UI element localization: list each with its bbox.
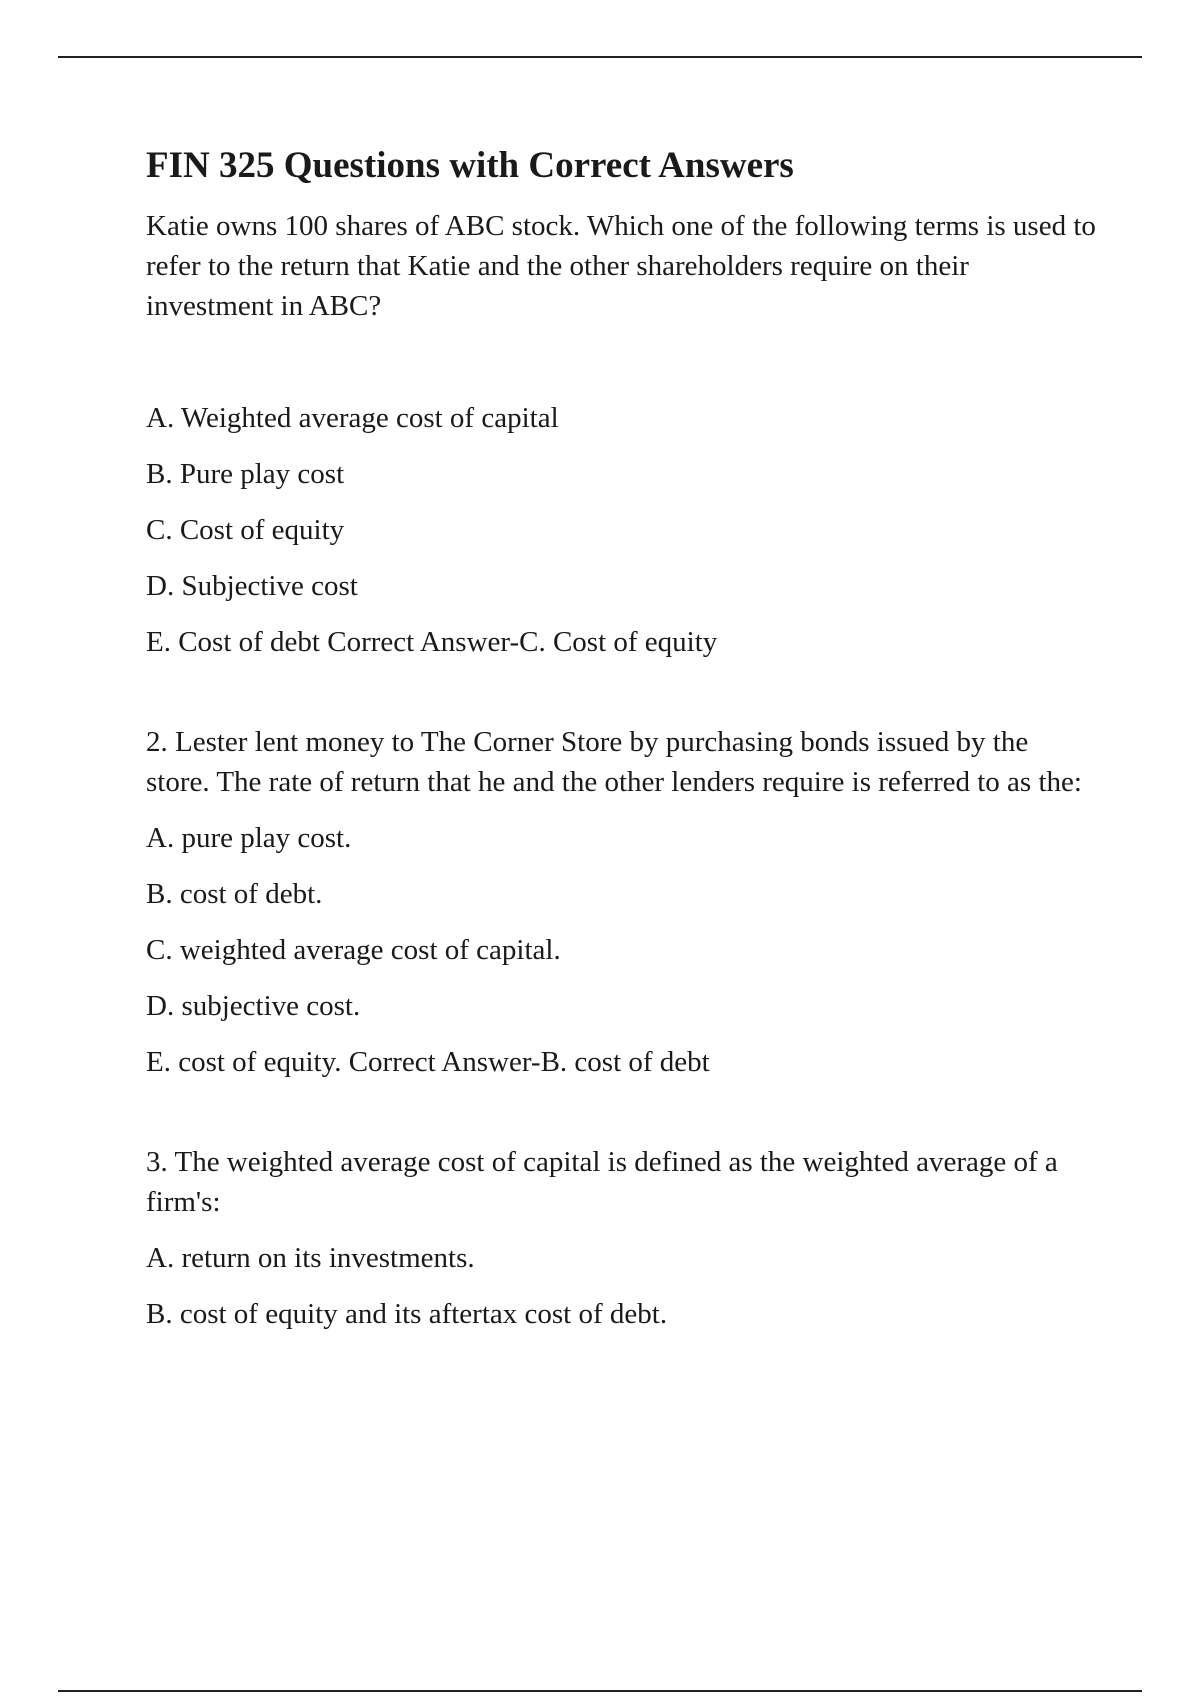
answer-option-d: D. subjective cost.	[146, 990, 361, 1023]
question-1	[146, 206, 1096, 662]
answer-options	[146, 398, 1096, 662]
answer-option-a: A. return on its investments.	[146, 1242, 475, 1275]
answer-option-a: A. Weighted average cost of capital	[146, 402, 559, 435]
answer-options	[146, 818, 1096, 1082]
question-stem: 2. Lester lent money to The Corner Store by purchasing bonds issued by the store. The rate of return that he and the other lenders require is referred to as the:	[146, 726, 1082, 799]
answer-options	[146, 1238, 1096, 1334]
answer-option-a: A. pure play cost.	[146, 822, 352, 855]
question-stem: 3. The weighted average cost of capital is defined as the weighted average of a firm's:	[146, 1146, 1058, 1219]
answer-option-c: C. weighted average cost of capital.	[146, 934, 561, 967]
question-3	[146, 1142, 1096, 1334]
question-stem: Katie owns 100 shares of ABC stock. Which one of the following terms is used to refer to the return that Katie and the other shareholders require on their investment in ABC?	[146, 210, 1096, 323]
header-rule	[58, 56, 1142, 58]
question-2	[146, 722, 1096, 1082]
answer-option-c: C. Cost of equity	[146, 514, 345, 547]
footer-rule	[58, 1690, 1142, 1692]
answer-option-e: E. cost of equity. Correct Answer-B. cost of debt	[146, 1046, 710, 1079]
answer-option-b: B. cost of equity and its aftertax cost of debt.	[146, 1298, 668, 1331]
answer-option-e: E. Cost of debt Correct Answer-C. Cost of equity	[146, 626, 718, 659]
answer-option-b: B. cost of debt.	[146, 878, 323, 911]
answer-option-d: D. Subjective cost	[146, 570, 358, 603]
document-page	[146, 142, 1096, 1350]
document-title: FIN 325 Questions with Correct Answers	[146, 145, 794, 186]
answer-option-b: B. Pure play cost	[146, 458, 345, 491]
